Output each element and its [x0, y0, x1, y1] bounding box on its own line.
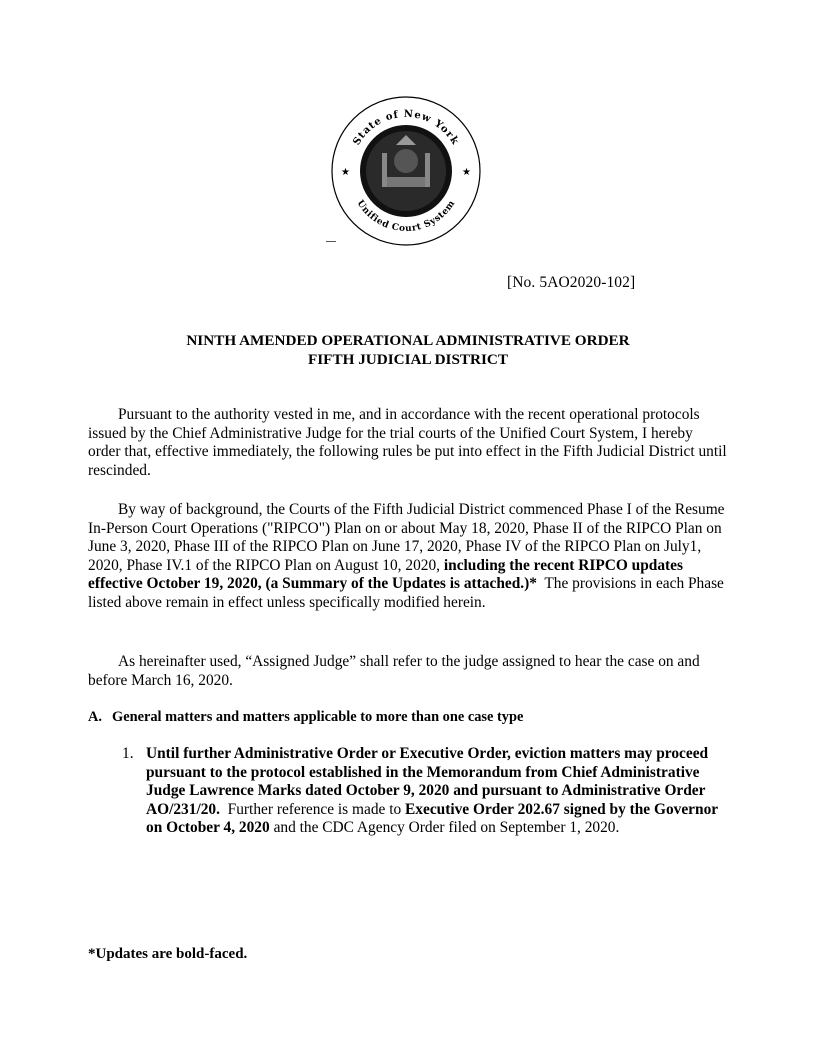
seal-dash-mark	[326, 241, 336, 242]
paragraph-assigned-judge-text: As hereinafter used, “Assigned Judge” shall refer to the judge assigned to hear the case on and before March 16, 2020.	[88, 653, 700, 689]
document-number: [No. 5AO2020-102]	[507, 274, 636, 291]
paragraph-background-text: By way of background, the Courts of the Fifth Judicial District commenced Phase I of the Resume In-Person Court Operations ("RIPCO") Plan on or about May 18, 2020, Phase II of the RIPCO Plan on June 3, 2020, Phase III of the RIPCO Plan on June 17, 2020, Phase IV of the RIPCO Plan on July1, 2020, Phase IV.1 of the RIPCO Plan on August 10, 2020,	[88, 501, 725, 574]
item-bold-part-1: Until further Administrative Order or Executive Order, eviction matters may proceed pursuant to the protocol established in the Memorandum from Chief Administrative Judge Lawrence Marks dated October 9, 2020 and pursuant to Administrative Order AO/231/20.	[146, 745, 709, 818]
item-plain-part-2: and the CDC Agency Order filed on September 1, 2020.	[273, 819, 620, 837]
document-title	[0, 331, 816, 369]
paragraph-background-bold: including the recent RIPCO updates effective October 19, 2020, (a Summary of the Updates is attached.)*	[88, 556, 684, 593]
paragraph-background-tail: The provisions in each Phase listed above remain in effect unless specifically modified herein.	[88, 575, 724, 611]
item-plain-part-1: Further reference is made to	[227, 800, 402, 818]
seal-star-left-icon: ★	[341, 167, 350, 178]
title-line-2: FIFTH JUDICIAL DISTRICT	[307, 351, 508, 368]
paragraph-authority-text: Pursuant to the authority vested in me, and in accordance with the recent operational protocols issued by the Chief Administrative Judge for the trial courts of the Unified Court System, I hereby order that, effective immediately, the following rules be put into effect in the Fifth Judicial District until rescinded.	[88, 406, 727, 479]
title-line-1: NINTH AMENDED OPERATIONAL ADMINISTRATIVE ORDER	[186, 332, 630, 349]
list-item	[122, 745, 732, 838]
seal-top-text: State of New York	[351, 108, 461, 148]
section-title: General matters and matters applicable to more than one case type	[112, 709, 524, 725]
paragraph-assigned-judge	[88, 653, 728, 690]
list-item-number: 1.	[122, 745, 134, 762]
seal-bottom-text: Unified Court System	[354, 198, 458, 235]
seal-star-right-icon: ★	[462, 167, 471, 178]
item-bold-part-2: Executive Order 202.67 signed by the Governor on October 4, 2020	[146, 800, 718, 837]
paragraph-authority	[88, 406, 728, 480]
state-seal-logo	[330, 95, 482, 247]
footnote: *Updates are bold-faced.	[88, 946, 248, 962]
list-item-body	[146, 745, 732, 838]
paragraph-background	[88, 501, 728, 613]
section-letter: A.	[88, 709, 102, 725]
section-a-heading	[88, 709, 523, 726]
